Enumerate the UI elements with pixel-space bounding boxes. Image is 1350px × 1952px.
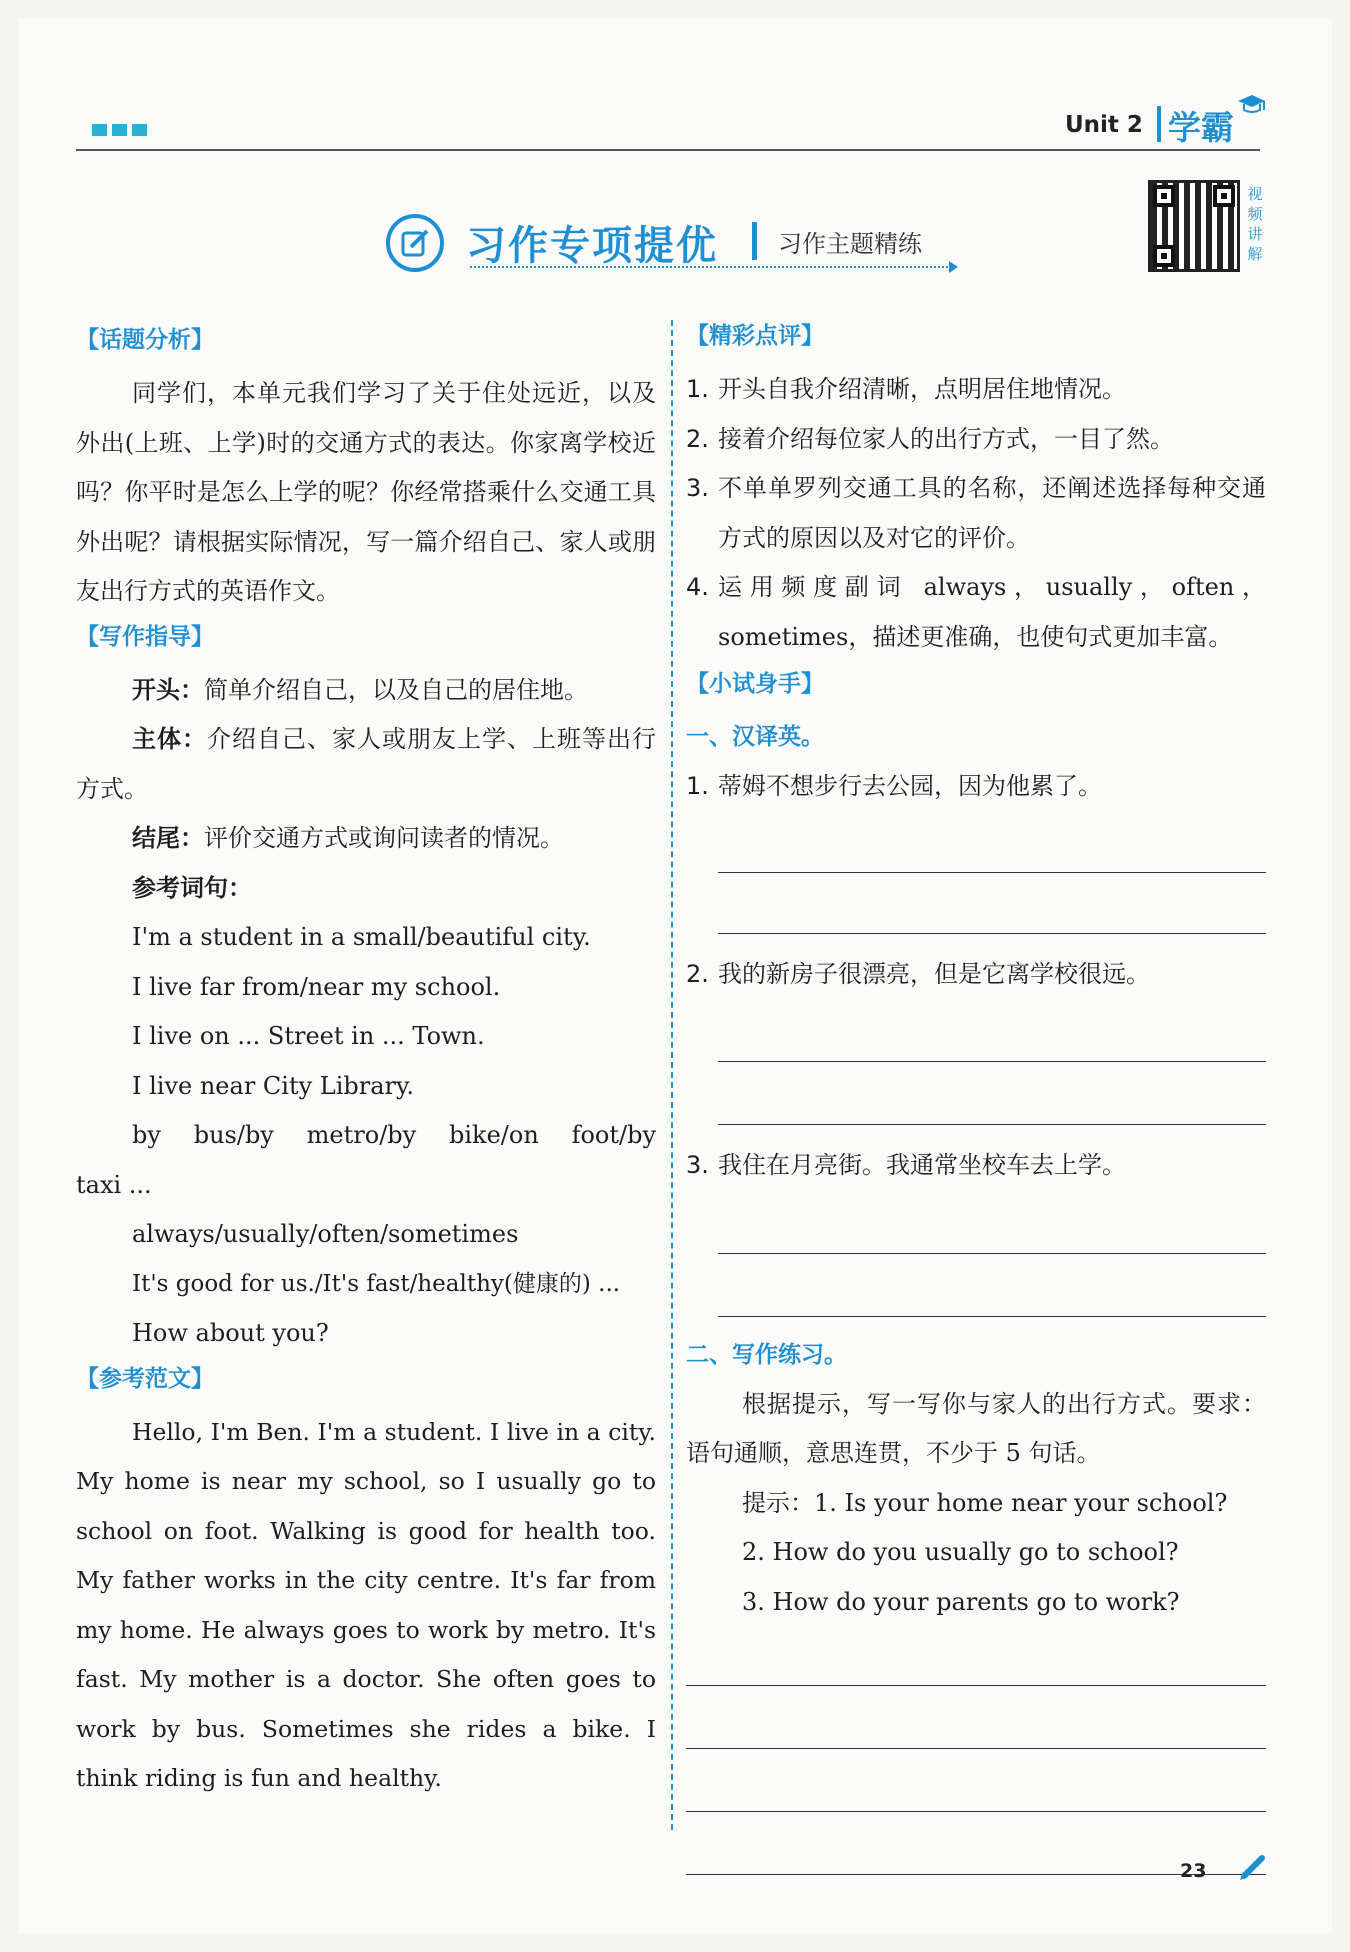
left-column <box>76 320 656 1804</box>
hint-3: 3. How do your parents go to work? <box>742 1587 1180 1616</box>
brand-divider <box>1157 106 1161 142</box>
phrase-4: I live near City Library. <box>132 1071 415 1100</box>
pencil-icon <box>1238 1852 1268 1882</box>
writing-instructions: 根据提示，写一写你与家人的出行方式。要求：语句通顺，意思连贯，不少于 5 句话。 <box>686 1389 1266 1467</box>
frequency-phrase: always/usually/often/sometimes <box>132 1220 519 1248</box>
header-rule <box>76 149 1260 151</box>
hint-2: 2. How do you usually go to school? <box>742 1538 1179 1566</box>
graduation-cap-icon <box>1236 92 1266 118</box>
writing-line[interactable] <box>686 1627 1266 1686</box>
phrase-3: I live on ... Street in ... Town. <box>132 1022 485 1050</box>
phrase-2: I live far from/near my school. <box>132 972 501 1001</box>
question-phrase: How about you? <box>132 1319 329 1347</box>
answer-line[interactable] <box>718 873 1266 934</box>
review-item: 4. 运用频度副词 always，usually，often，sometimes，描述更准确，也使句式更加丰富。 <box>686 573 1266 651</box>
writing-line[interactable] <box>686 1749 1266 1812</box>
review-item: 2. 接着介绍每位家人的出行方式，一目了然。 <box>686 424 1174 453</box>
guide-heading: 【写作指导】 <box>76 623 214 650</box>
qr-code[interactable] <box>1148 180 1240 272</box>
practice-heading: 【小试身手】 <box>686 671 824 697</box>
answer-line[interactable] <box>718 812 1266 873</box>
qr-video-label: 视 频 讲 解 <box>1247 185 1263 263</box>
hint-1: 提示：1. Is your home near your school? <box>742 1488 1228 1517</box>
header-decoration <box>92 124 147 136</box>
translation-item: 1. 蒂姆不想步行去公园，因为他累了。 <box>686 772 1102 800</box>
section-subtitle: 习作主题精练 <box>778 230 922 258</box>
review-item: 1. 开头自我介绍清晰，点明居住地情况。 <box>686 375 1126 403</box>
review-heading: 【精彩点评】 <box>686 323 824 349</box>
topic-heading: 【话题分析】 <box>76 327 214 353</box>
guide-opening: 开头：简单介绍自己，以及自己的居住地。 <box>132 675 588 704</box>
writing-line[interactable] <box>686 1686 1266 1749</box>
guide-ending: 结尾：评价交通方式或询问读者的情况。 <box>132 824 564 852</box>
unit-label: Unit 2 <box>1065 112 1143 138</box>
pencil-note-icon <box>386 214 444 272</box>
title-divider <box>752 222 757 260</box>
transport-phrase-cont: taxi ... <box>76 1170 152 1199</box>
brand-logo: 学霸 <box>1168 108 1234 147</box>
answer-line[interactable] <box>718 1191 1266 1254</box>
translation-title: 一、汉译英。 <box>686 724 824 750</box>
transport-phrase: by bus/by metro/by bike/on foot/by <box>132 1121 656 1149</box>
phrases-label: 参考词句： <box>132 873 252 902</box>
evaluation-phrase: It's good for us./It's fast/healthy(健康的) ... <box>132 1270 621 1297</box>
answer-line[interactable] <box>718 999 1266 1062</box>
sample-heading: 【参考范文】 <box>76 1365 214 1392</box>
writing-line[interactable] <box>686 1812 1266 1875</box>
title-underline <box>470 266 948 268</box>
phrase-1: I'm a student in a small/beautiful city. <box>132 923 591 951</box>
sample-essay: Hello, I'm Ben. I'm a student. I live in a city. My home is near my school, so I usually go to school on foot. Walking is good for health too. My father works in the city centre. It's far from my home. He always goes to work by metro. It's fast. My mother is a doctor. She often goes to work by bus. Sometimes she rides a bike. I think riding is fun and healthy. <box>76 1417 656 1792</box>
section-title: 习作专项提优 <box>466 223 718 269</box>
translation-item: 3. 我住在月亮街。我通常坐校车去上学。 <box>686 1151 1126 1179</box>
topic-text: 同学们，本单元我们学习了关于住处远近，以及外出(上班、上学)时的交通方式的表达。你家离学校近吗？你平时是怎么上学的呢？你经常搭乘什么交通工具外出呢？请根据实际情况，写一篇介绍自己、家人或朋友出行方式的英语作文。 <box>76 379 656 605</box>
right-column <box>686 316 1266 1875</box>
answer-line[interactable] <box>718 1254 1266 1317</box>
translation-item: 2. 我的新房子很漂亮，但是它离学校很远。 <box>686 959 1150 988</box>
guide-body: 主体：介绍自己、家人或朋友上学、上班等出行方式。 <box>76 725 656 803</box>
column-divider <box>671 320 673 1830</box>
page-number: 23 <box>1180 1860 1207 1882</box>
answer-line[interactable] <box>718 1062 1266 1125</box>
writing-title: 二、写作练习。 <box>686 1341 847 1368</box>
review-item: 3. 不单单罗列交通工具的名称，还阐述选择每种交通方式的原因以及对它的评价。 <box>686 474 1266 552</box>
